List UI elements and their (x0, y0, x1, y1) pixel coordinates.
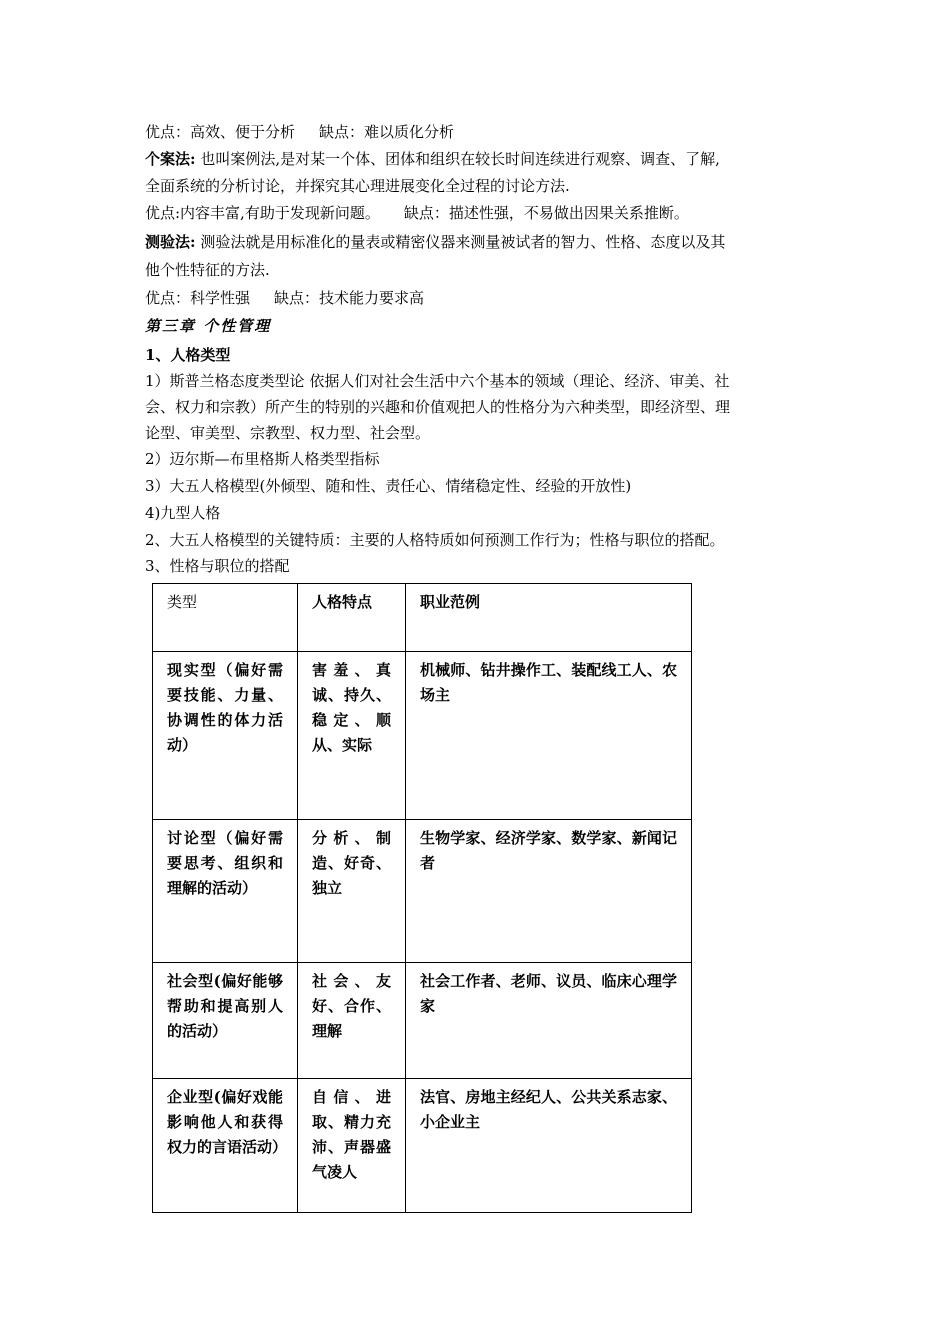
type-cell: 企业型(偏好戏能影响他人和获得权力的言语活动） (153, 1079, 298, 1213)
list-item: 4)九型人格 (145, 504, 221, 522)
case-method-text: 也叫案例法,是对某一个体、团体和组织在较长时间连续进行观察、调查、了解, (195, 150, 720, 168)
list-item: 3）大五人格模型(外倾型、随和性、责任心、情绪稳定性、经验的开放性) (145, 477, 632, 495)
paragraph-line: 论型、审美型、宗教型、权力型、社会型。 (145, 424, 431, 442)
list-item: 2）迈尔斯—布里格斯人格类型指标 (145, 450, 380, 468)
pros-cons-line-3 (145, 285, 815, 311)
pros-text: 优点：科学性强 (145, 289, 251, 307)
pros-cons-line-2 (145, 200, 815, 226)
test-method-text: 测验法就是用标准化的量表或精密仪器来测量被试者的智力、性格、态度以及其 (195, 233, 726, 251)
jobs-cell: 社会工作者、老师、议员、临床心理学家 (406, 963, 692, 1079)
cons-text: 缺点：技术能力要求高 (274, 289, 425, 307)
jobs-cell: 法官、房地主经纪人、公共关系志家、小企业主 (406, 1079, 692, 1213)
chapter-heading: 第三章 个性管理 (145, 317, 272, 335)
paragraph-line: 1）斯普兰格态度类型论 依据人们对社会生活中六个基本的领域（理论、经济、审美、社 (145, 372, 730, 390)
traits-cell: 分析、制造、好奇、独立 (298, 820, 406, 963)
pros-text: 优点:内容丰富,有助于发现新问题。 (145, 204, 380, 222)
test-method-term: 测验法: (145, 233, 196, 251)
table-row (153, 1079, 692, 1213)
cons-text: 缺点：描述性强，不易做出因果关系推断。 (403, 204, 689, 222)
table-header-row (153, 584, 692, 652)
traits-cell: 自信、进取、精力充沛、声器盛气凌人 (298, 1079, 406, 1213)
test-method-line (145, 229, 815, 255)
type-cell: 讨论型（偏好需要思考、组织和理解的活动） (153, 820, 298, 963)
test-method-line-2: 他个性特征的方法. (145, 261, 270, 279)
pros-text: 优点：高效、便于分析 (145, 123, 296, 141)
jobs-cell: 机械师、钻井操作工、装配线工人、农场主 (406, 652, 692, 820)
type-cell: 现实型（偏好需要技能、力量、协调性的体力活动） (153, 652, 298, 820)
type-cell: 社会型(偏好能够帮助和提高别人的活动） (153, 963, 298, 1079)
case-method-term: 个案法: (145, 150, 196, 168)
header-jobs: 职业范例 (406, 584, 692, 652)
jobs-cell: 生物学家、经济学家、数学家、新闻记者 (406, 820, 692, 963)
case-method-line (145, 146, 815, 172)
cons-text: 缺点：难以质化分析 (319, 123, 455, 141)
traits-cell: 社会、友好、合作、理解 (298, 963, 406, 1079)
pros-cons-line-1 (145, 119, 815, 145)
section-2-line: 2、大五人格模型的关键特质：主要的人格特质如何预测工作行为；性格与职位的搭配。 (145, 531, 725, 549)
section-3-line: 3、性格与职位的搭配 (145, 557, 290, 575)
paragraph-line: 会、权力和宗教）所产生的特别的兴趣和价值观把人的性格分为六种类型，即经济型、理 (145, 398, 731, 416)
case-method-line-2: 全面系统的分析讨论，并探究其心理进展变化全过程的讨论方法. (145, 177, 570, 195)
traits-cell: 害羞、真诚、持久、稳定、顺从、实际 (298, 652, 406, 820)
section-1-heading: 1、人格类型 (145, 346, 231, 364)
header-type: 类型 (153, 584, 298, 652)
table-row (153, 820, 692, 963)
header-traits: 人格特点 (298, 584, 406, 652)
table-row (153, 652, 692, 820)
table-row (153, 963, 692, 1079)
personality-job-table (152, 583, 692, 1213)
